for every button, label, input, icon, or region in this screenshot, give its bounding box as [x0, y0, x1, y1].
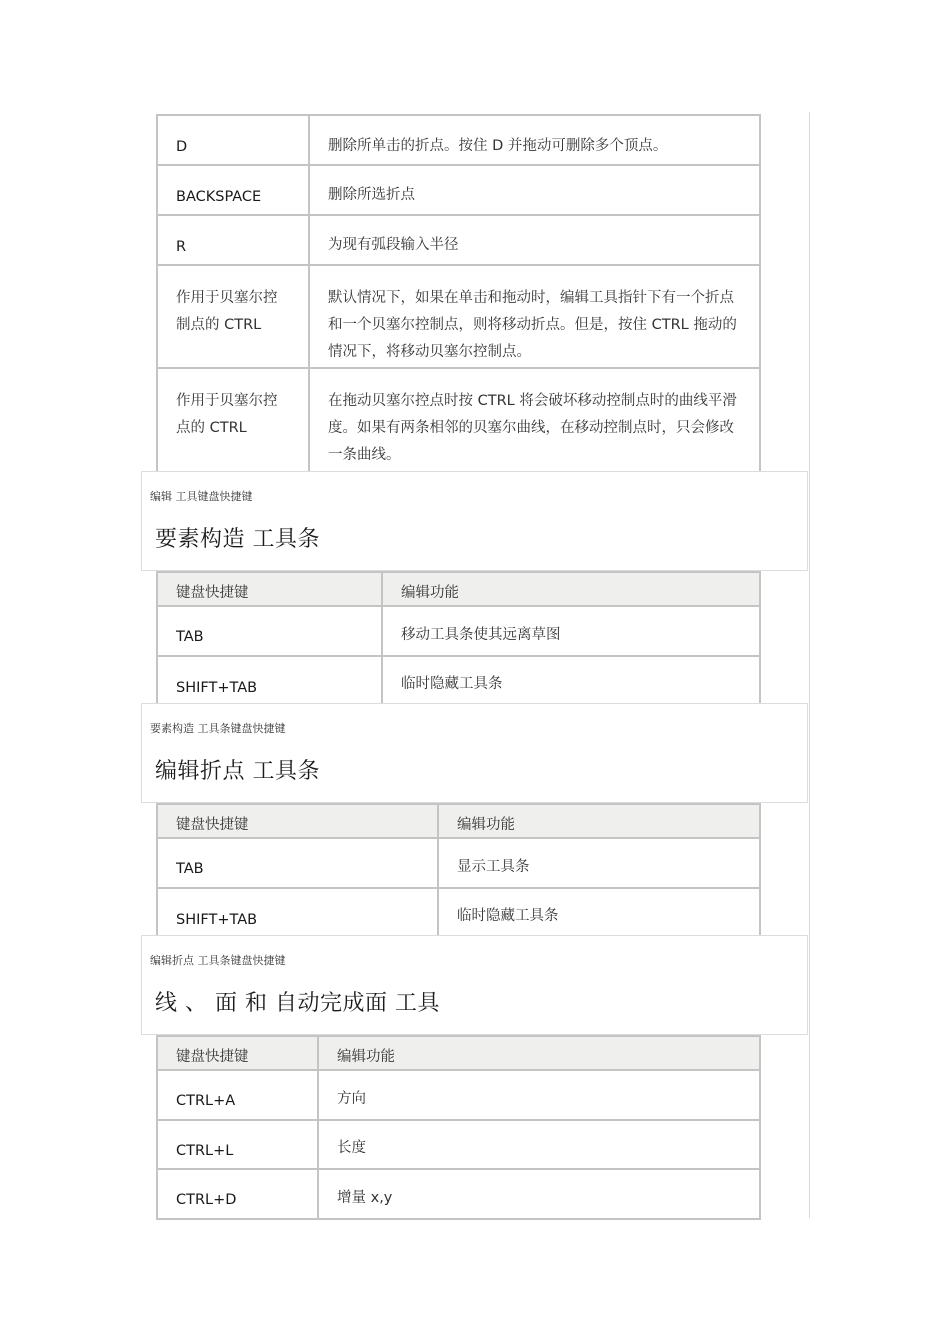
- edit-vertices-toolbar-table: [156, 803, 761, 938]
- vertex-shortcuts-table: [156, 114, 761, 473]
- section-header: [141, 703, 808, 803]
- shortcut-description: 默认情况下，如果在单击和拖动时，编辑工具指针下有一个折点和一个贝塞尔控制点，则将移动折点。但是，按住 CTRL 拖动的情况下，将移动贝塞尔控制点。: [309, 265, 760, 368]
- shortcut-key: CTRL+L: [157, 1120, 318, 1169]
- table-row: [157, 368, 760, 472]
- column-header: 键盘快捷键: [157, 1036, 318, 1070]
- table-row: [157, 115, 760, 165]
- table-row: [157, 165, 760, 215]
- table-row: [157, 838, 760, 888]
- table-header-row: [157, 572, 760, 606]
- shortcut-key: SHIFT+TAB: [157, 888, 438, 937]
- shortcut-description: 为现有弧段输入半径: [309, 215, 760, 265]
- column-header: 键盘快捷键: [157, 572, 382, 606]
- shortcut-key: CTRL+D: [157, 1169, 318, 1219]
- shortcut-description: 临时隐藏工具条: [382, 656, 760, 705]
- shortcut-key: R: [157, 215, 309, 265]
- table-caption: 编辑折点 工具条键盘快捷键: [150, 954, 286, 967]
- shortcut-description: 移动工具条使其远离草图: [382, 606, 760, 656]
- shortcut-description: 增量 x,y: [318, 1169, 760, 1219]
- table-header-row: [157, 1036, 760, 1070]
- shortcut-key: CTRL+A: [157, 1070, 318, 1120]
- column-header: 编辑功能: [318, 1036, 760, 1070]
- construct-toolbar-table: [156, 571, 761, 706]
- shortcut-key: TAB: [157, 838, 438, 888]
- shortcut-description: 方向: [318, 1070, 760, 1120]
- shortcut-key: 作用于贝塞尔控点的 CTRL: [157, 368, 309, 472]
- table-row: [157, 656, 760, 705]
- column-header: 编辑功能: [382, 572, 760, 606]
- table-row: [157, 606, 760, 656]
- table-row: [157, 1070, 760, 1120]
- shortcut-description: 在拖动贝塞尔控点时按 CTRL 将会破坏移动控制点时的曲线平滑度。如果有两条相邻的贝塞尔曲线，在移动控制点时，只会修改一条曲线。: [309, 368, 760, 472]
- line-polygon-tools-table: [156, 1035, 761, 1220]
- table-row: [157, 1120, 760, 1169]
- table-row: [157, 265, 760, 368]
- table-row: [157, 215, 760, 265]
- column-header: 编辑功能: [438, 804, 760, 838]
- section-header: [141, 935, 808, 1035]
- shortcut-key: SHIFT+TAB: [157, 656, 382, 705]
- shortcut-description: 长度: [318, 1120, 760, 1169]
- table-row: [157, 888, 760, 937]
- section-header: [141, 471, 808, 571]
- shortcut-key: D: [157, 115, 309, 165]
- table-caption: 编辑 工具键盘快捷键: [150, 490, 253, 503]
- section-title: 编辑折点 工具条: [155, 759, 320, 784]
- shortcut-description: 删除所选折点: [309, 165, 760, 215]
- shortcut-key: 作用于贝塞尔控制点的 CTRL: [157, 265, 309, 368]
- shortcut-key: TAB: [157, 606, 382, 656]
- shortcut-description: 临时隐藏工具条: [438, 888, 760, 937]
- section-title: 要素构造 工具条: [155, 527, 320, 552]
- page-right-rule: [809, 112, 810, 1218]
- shortcut-description: 删除所单击的折点。按住 D 并拖动可删除多个顶点。: [309, 115, 760, 165]
- section-title: 线 、 面 和 自动完成面 工具: [155, 991, 440, 1016]
- shortcut-description: 显示工具条: [438, 838, 760, 888]
- column-header: 键盘快捷键: [157, 804, 438, 838]
- shortcut-key: BACKSPACE: [157, 165, 309, 215]
- table-row: [157, 1169, 760, 1219]
- table-caption: 要素构造 工具条键盘快捷键: [150, 722, 286, 735]
- table-header-row: [157, 804, 760, 838]
